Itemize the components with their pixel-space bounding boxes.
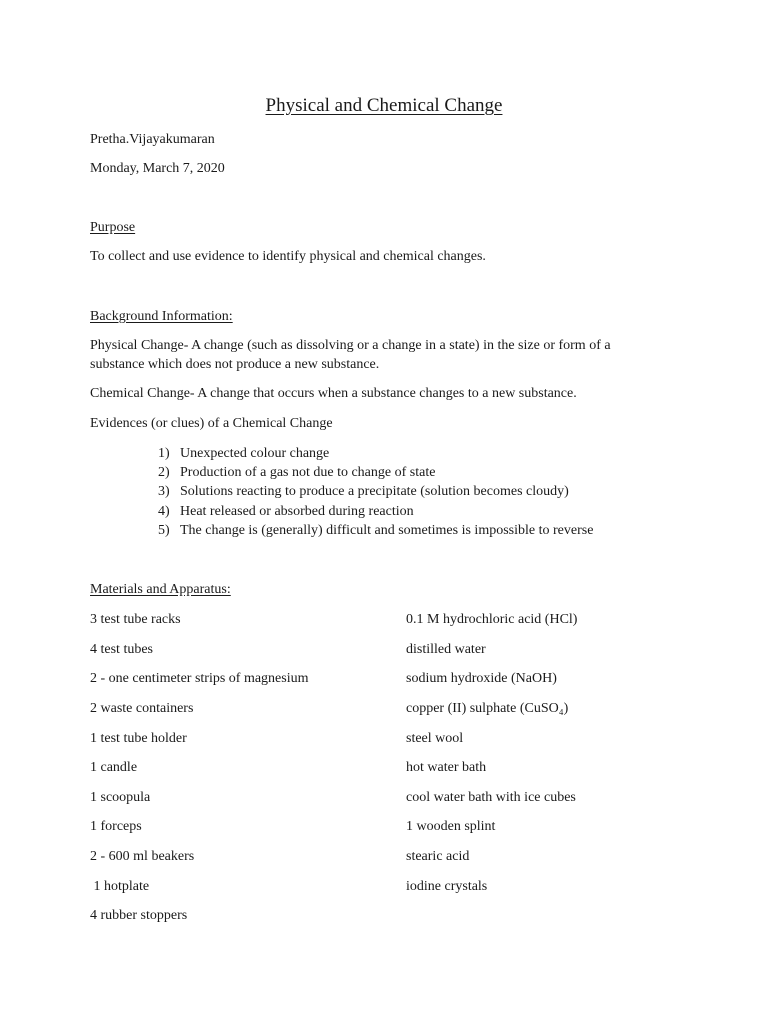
evidence-number: 5) — [158, 523, 170, 538]
evidence-text: The change is (generally) difficult and sometimes is impossible to reverse — [180, 523, 594, 538]
material-item: hot water bath — [406, 760, 487, 775]
material-item: stearic acid — [406, 849, 470, 864]
material-item: 2 - 600 ml beakers — [90, 849, 195, 864]
material-item: 1 wooden splint — [406, 819, 496, 834]
material-item: steel wool — [406, 731, 464, 746]
author-name: Pretha.Vijayakumaran — [90, 132, 215, 147]
evidence-text: Production of a gas not due to change of state — [180, 465, 436, 480]
evidence-text: Unexpected colour change — [180, 446, 330, 461]
material-item: 4 test tubes — [90, 642, 153, 657]
material-item: 1 test tube holder — [90, 731, 187, 746]
evidence-number: 2) — [158, 465, 170, 480]
evidence-list-item — [158, 482, 569, 502]
material-item: iodine crystals — [406, 879, 488, 894]
purpose-heading: Purpose — [90, 220, 136, 235]
material-item: cool water bath with ice cubes — [406, 790, 576, 805]
evidence-text: Heat released or absorbed during reaction — [180, 504, 414, 519]
material-item: 1 forceps — [90, 819, 142, 834]
evidence-list-item — [158, 521, 593, 541]
chemical-change-definition: Chemical Change- A change that occurs when a substance changes to a new substance. — [90, 386, 577, 401]
document-title: Physical and Chemical Change — [265, 95, 503, 116]
physical-change-line-1: Physical Change- A change (such as dissolving or a change in a state) in the size or form of a — [90, 338, 611, 353]
document-date: Monday, March 7, 2020 — [90, 161, 225, 176]
purpose-text: To collect and use evidence to identify physical and chemical changes. — [90, 249, 486, 264]
evidence-list-item — [158, 463, 435, 483]
material-item: 2 waste containers — [90, 701, 194, 716]
material-item: 1 hotplate — [90, 879, 150, 894]
evidence-number: 1) — [158, 446, 170, 461]
evidence-text: Solutions reacting to produce a precipitate (solution becomes cloudy) — [180, 484, 569, 499]
material-item: 0.1 M hydrochloric acid (HCl) — [406, 612, 578, 627]
materials-heading: Materials and Apparatus: — [90, 582, 231, 597]
evidence-number: 3) — [158, 484, 170, 499]
evidences-heading: Evidences (or clues) of a Chemical Change — [90, 416, 333, 431]
material-item: sodium hydroxide (NaOH) — [406, 671, 557, 686]
material-item: 1 candle — [90, 760, 138, 775]
evidence-list-item — [158, 502, 414, 522]
evidence-number: 4) — [158, 504, 170, 519]
evidence-list-item — [158, 444, 329, 464]
physical-change-line-2: substance which does not produce a new substance. — [90, 357, 380, 372]
material-item: copper (II) sulphate (CuSO₄) — [406, 701, 569, 716]
material-item: 4 rubber stoppers — [90, 908, 188, 923]
material-item: distilled water — [406, 642, 486, 657]
material-item: 2 - one centimeter strips of magnesium — [90, 671, 309, 686]
material-item: 3 test tube racks — [90, 612, 181, 627]
material-item: 1 scoopula — [90, 790, 151, 805]
background-heading: Background Information: — [90, 309, 233, 324]
